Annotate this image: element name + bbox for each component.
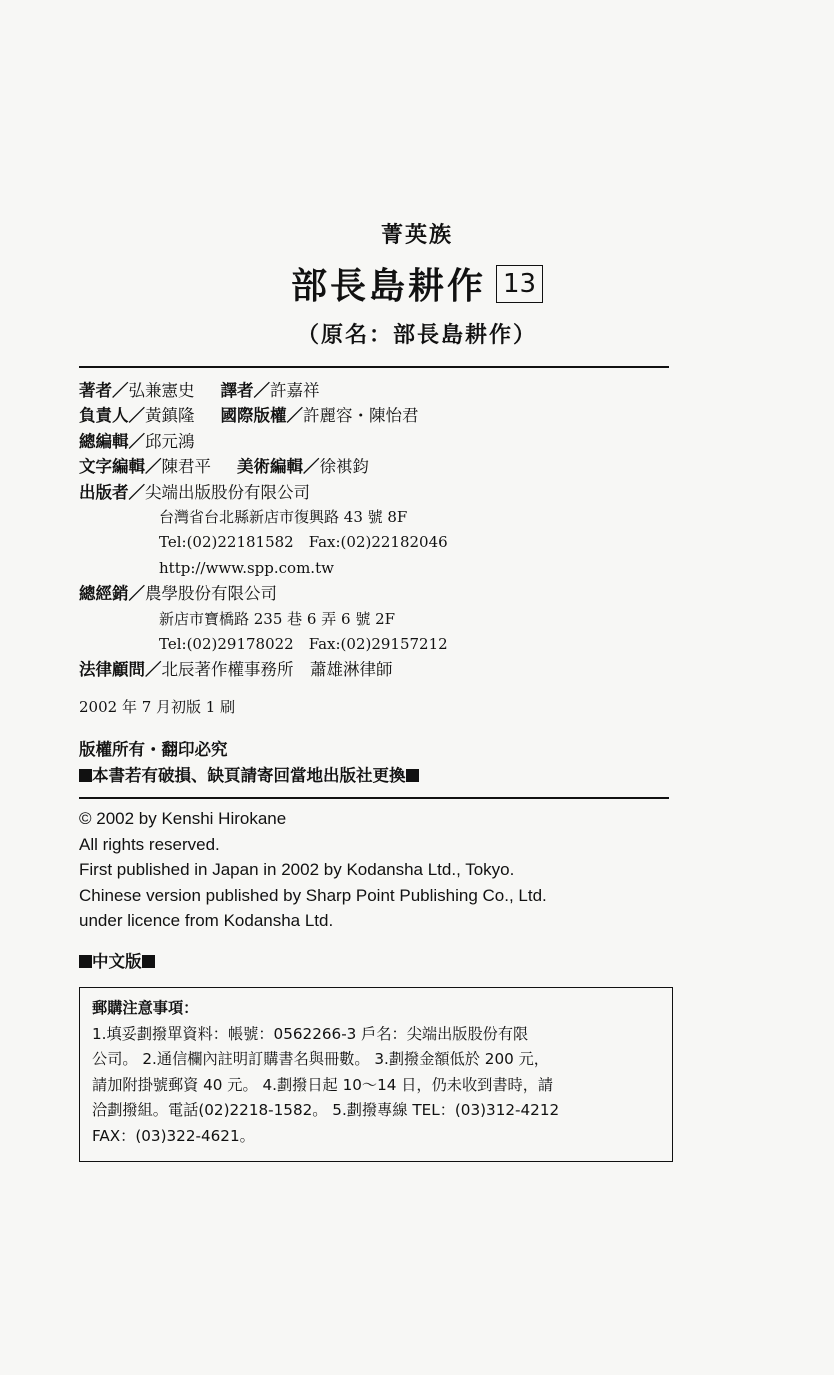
book-title: 部長島耕作 [290, 266, 486, 307]
mail-order-line: 請加附掛號郵資 40 元。 4.劃撥日起 10～14 日，仍未收到書時，請 [92, 1075, 554, 1094]
mail-order-line: FAX：(03)322-4621。 [92, 1126, 255, 1145]
chinese-edition-label: 中文版 [92, 952, 142, 971]
rights-reserved: 版權所有・翻印必究 [79, 740, 228, 759]
distributor-phone: Tel:(02)29178022 Fax:(02)29157212 [159, 635, 448, 654]
chief-editor-label: 總編輯／ [79, 431, 145, 451]
original-title: （原名：部長島耕作） [296, 323, 537, 348]
mail-order-line: 公司。 2.通信欄內註明訂購書名與冊數。 3.劃撥金額低於 200 元， [92, 1050, 549, 1068]
mail-order-line: 洽劃撥組。電話(02)2218-1582。 5.劃撥專線 TEL：(03)312-4212 [92, 1101, 560, 1119]
black-square-icon [142, 955, 155, 968]
black-square-icon [406, 769, 419, 782]
copyright-line: © 2002 by Kenshi Hirokane [79, 809, 287, 828]
credit-row-publisher [79, 480, 669, 505]
intl-rights-names: 許麗容・陳怡君 [303, 406, 419, 426]
title-block [0, 258, 834, 309]
credit-row-editors [79, 454, 669, 479]
credit-row-manager [79, 403, 669, 428]
black-square-icon [79, 955, 92, 968]
publisher-label: 出版者／ [79, 482, 145, 502]
translator-name: 許嘉祥 [270, 381, 320, 400]
credits-block [79, 378, 669, 683]
legal-name: 北辰著作權事務所 蕭雄淋律師 [161, 660, 393, 680]
author-label: 著者／ [79, 381, 129, 400]
copyright-line: Chinese version published by Sharp Point Publishing Co., Ltd. [79, 885, 547, 905]
author-name: 弘兼憲史 [128, 381, 195, 400]
divider-top [79, 366, 669, 368]
series-name: 菁英族 [380, 223, 453, 248]
edition-line: 2002 年 7 月初版 1 刷 [79, 698, 236, 716]
art-editor-name: 徐褀鈞 [319, 457, 369, 477]
volume-number: 13 [496, 265, 543, 303]
legal-label: 法律顧問／ [79, 660, 162, 680]
black-square-icon [79, 769, 92, 782]
english-copyright [79, 806, 547, 934]
mail-order-box [79, 987, 673, 1162]
mail-order-line: 1.填妥劃撥單資料：帳號：0562266-3 戶名：尖端出版股份有限 [92, 1024, 529, 1043]
chief-editor-name: 邱元鴻 [145, 431, 195, 451]
copyright-line: under licence from Kodansha Ltd. [79, 911, 334, 930]
publisher-address: 台灣省台北縣新店市復興路 43 號 8F [159, 508, 408, 527]
credit-row-distributor [79, 581, 669, 606]
credit-row-author [79, 378, 669, 403]
manager-name: 黃鎮隆 [145, 406, 195, 426]
text-editor-label: 文字編輯／ [79, 457, 162, 477]
mail-order-heading: 郵購注意事項： [92, 999, 199, 1017]
rights-block [79, 737, 419, 789]
manager-label: 負責人／ [79, 406, 145, 426]
art-editor-label: 美術編輯／ [237, 457, 320, 477]
publisher-name: 尖端出版股份有限公司 [145, 482, 310, 502]
translator-label: 譯者／ [220, 381, 270, 400]
replacement-notice-row [79, 763, 419, 789]
distributor-address: 新店市寶橋路 235 巷 6 弄 6 號 2F [159, 609, 396, 628]
distributor-name: 農學股份有限公司 [145, 584, 277, 604]
publisher-url: http://www.spp.com.tw [159, 558, 334, 577]
credit-row-legal [79, 657, 669, 682]
copyright-line: First published in Japan in 2002 by Kodansha Ltd., Tokyo. [79, 860, 515, 879]
credit-row-chief-editor [79, 429, 669, 454]
publisher-phone: Tel:(02)22181582 Fax:(02)22182046 [159, 533, 448, 552]
replacement-notice: 本書若有破損、缺頁請寄回當地出版社更換 [92, 766, 406, 785]
intl-rights-label: 國際版權／ [220, 406, 303, 426]
divider-bottom [79, 797, 669, 799]
copyright-line: All rights reserved. [79, 834, 220, 854]
chinese-edition-row [79, 948, 155, 972]
distributor-label: 總經銷／ [79, 584, 145, 604]
text-editor-name: 陳君平 [161, 457, 211, 477]
